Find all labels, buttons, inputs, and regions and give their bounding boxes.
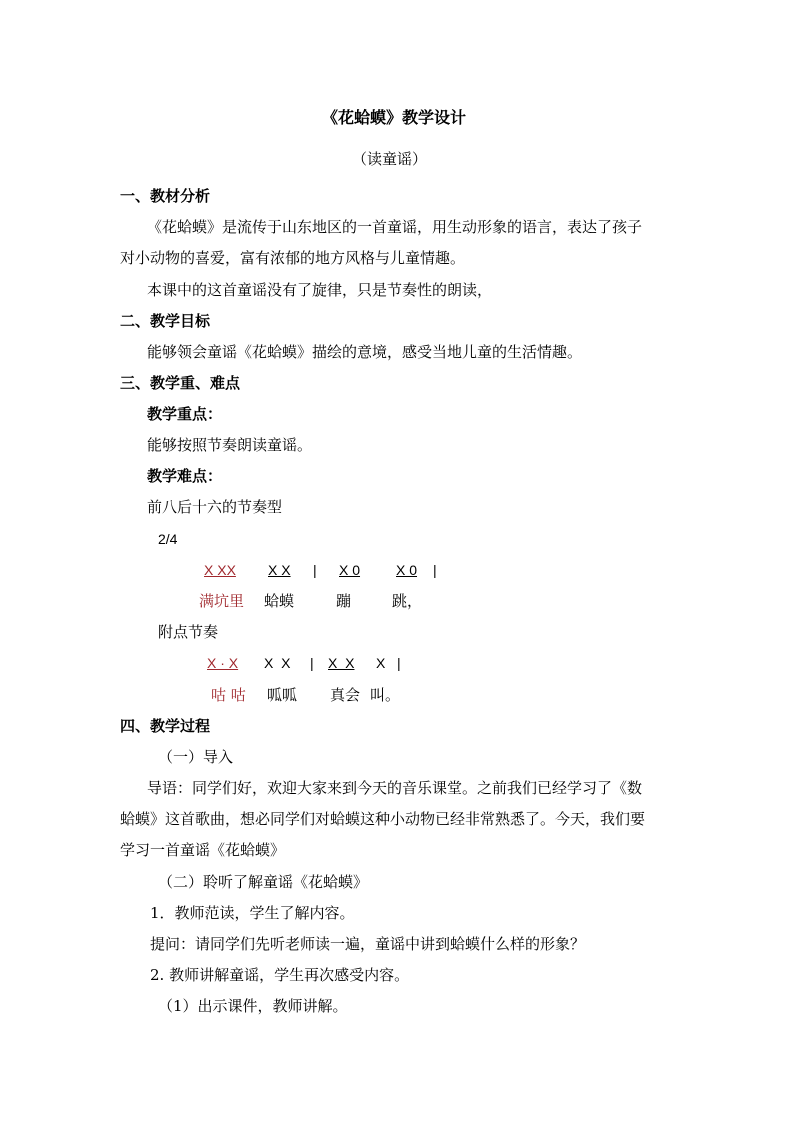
lyric-word: 满坑里 (199, 592, 245, 610)
rhythm-note: X 0 (339, 562, 361, 578)
bar-line: | (433, 562, 437, 578)
rhythm-note: X · X (207, 655, 239, 671)
section-heading-key-points: 三、教学重、难点 (120, 374, 241, 392)
paragraph-line: 能够领会童谣《花蛤蟆》描绘的意境，感受当地儿童的生活情趣。 (147, 343, 583, 361)
lyric-word: 真会 (330, 686, 361, 704)
time-signature: 2/4 (158, 531, 178, 547)
lyric-word: 叫。 (370, 686, 401, 704)
lyric-word: 咕 咕 (211, 686, 246, 704)
subsection-heading: （二）聆听了解童谣《花蛤蟆》 (158, 873, 369, 891)
section-heading-materials: 一、教材分析 (120, 187, 211, 205)
rhythm-note: X XX (204, 562, 236, 578)
rhythm-note: X X (264, 655, 291, 671)
question-line: 提问：请同学们先听老师读一遍，童谣中讲到蛤蟆什么样的形象？ (150, 935, 586, 953)
paragraph-line: 对小动物的喜爱，富有浓郁的地方风格与儿童情趣。 (120, 249, 466, 267)
step-line: （1）出示课件，教师讲解。 (158, 997, 348, 1015)
paragraph-line: 导语：同学们好，欢迎大家来到今天的音乐课堂。之前我们已经学习了《数 (147, 779, 643, 797)
subsection-heading: （一）导入 (158, 748, 234, 766)
rhythm-note: X (376, 655, 386, 671)
paragraph-line: 《花蛤蟆》是流传于山东地区的一首童谣，用生动形象的语言，表达了孩子 (147, 218, 643, 236)
bar-line: | (310, 655, 314, 671)
lyric-word: 跳， (392, 592, 423, 610)
step-line: 1．教师范读，学生了解内容。 (150, 904, 355, 922)
lyric-word: 蹦 (336, 592, 352, 610)
dotted-rhythm-label: 附点节奏 (158, 623, 219, 641)
key-point-text: 能够按照节奏朗读童谣。 (147, 436, 313, 454)
bar-line: | (397, 655, 401, 671)
section-heading-goals: 二、教学目标 (120, 312, 211, 330)
difficulty-label: 教学难点： (147, 467, 223, 485)
bar-line: | (313, 562, 317, 578)
key-point-label: 教学重点： (147, 405, 223, 423)
rhythm-note: X X (328, 655, 355, 671)
step-line: 2. 教师讲解童谣，学生再次感受内容。 (150, 966, 410, 984)
document-subtitle: （读童谣） (352, 150, 428, 168)
paragraph-line: 蛤蟆》这首歌曲，想必同学们对蛤蟆这种小动物已经非常熟悉了。今天，我们要 (120, 810, 646, 828)
document-title: 《花蛤蟆》教学设计 (322, 108, 467, 127)
section-heading-process: 四、教学过程 (120, 717, 211, 735)
paragraph-line: 学习一首童谣《花蛤蟆》 (120, 841, 286, 859)
paragraph-line: 本课中的这首童谣没有了旋律，只是节奏性的朗读， (147, 281, 493, 299)
rhythm-note: X X (268, 562, 291, 578)
difficulty-text: 前八后十六的节奏型 (147, 498, 283, 516)
lyric-word: 蛤蟆 (264, 592, 295, 610)
lyric-word: 呱呱 (267, 686, 298, 704)
rhythm-note: X 0 (396, 562, 418, 578)
